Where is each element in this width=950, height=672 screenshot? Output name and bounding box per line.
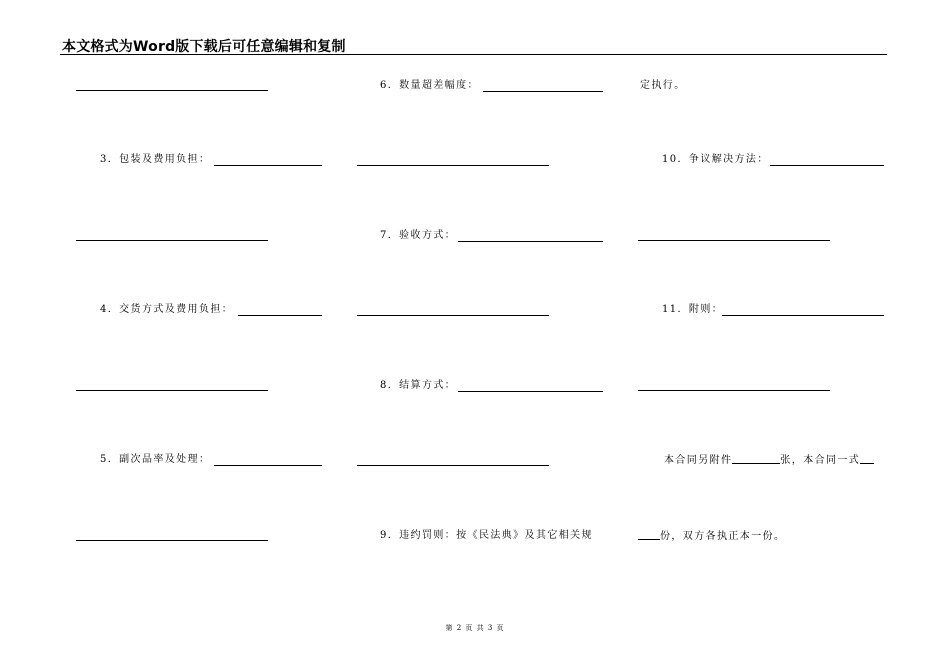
blank-line (357, 315, 549, 316)
item-5-blank (214, 465, 322, 466)
copies-line (638, 530, 785, 543)
item-9-label: 9．违约罚则：按《民法典》及其它相关规 (380, 530, 593, 541)
item-7-blank (458, 241, 603, 242)
item-5-label: 5．副次品率及处理： (100, 454, 211, 465)
attachment-text-a: 本合同另附件 (664, 455, 733, 466)
attachment-text-b: 张，本合同一式 (780, 455, 861, 466)
header-rule (60, 54, 887, 55)
item-11-label: 11．附则： (662, 304, 724, 315)
item-6-blank (483, 91, 603, 92)
item-11-blank (722, 315, 884, 316)
attachment-count-blank (732, 454, 780, 464)
item-3-label: 3．包装及费用负担： (100, 154, 211, 165)
item-4-blank (238, 315, 322, 316)
item-10-blank (770, 165, 884, 166)
item-4-label: 4．交货方式及费用负担： (100, 304, 234, 315)
blank-line (76, 390, 268, 391)
document-header-title: 本文格式为Word版下载后可任意编辑和复制 (62, 39, 346, 55)
blank-line (76, 540, 268, 541)
blank-line (638, 240, 830, 241)
copies-text: 份，双方各执正本一份。 (660, 531, 786, 542)
blank-line (357, 165, 549, 166)
attachment-line (664, 454, 874, 467)
item-8-blank (458, 391, 603, 392)
copies-blank (860, 454, 874, 464)
blank-line (638, 390, 830, 391)
blank-line (76, 90, 268, 91)
item-6-label: 6．数量超差幅度： (380, 80, 479, 91)
page-number: 第 2 页 共 3 页 (445, 624, 505, 632)
item-8-label: 8．结算方式： (380, 380, 457, 391)
blank-line (357, 465, 549, 466)
copies-count-blank (638, 530, 660, 540)
item-10-label: 10．争议解决方法： (662, 154, 769, 165)
blank-line (76, 240, 268, 241)
continuation-text: 定执行。 (640, 80, 686, 91)
item-7-label: 7．验收方式： (380, 230, 457, 241)
item-3-blank (214, 165, 322, 166)
